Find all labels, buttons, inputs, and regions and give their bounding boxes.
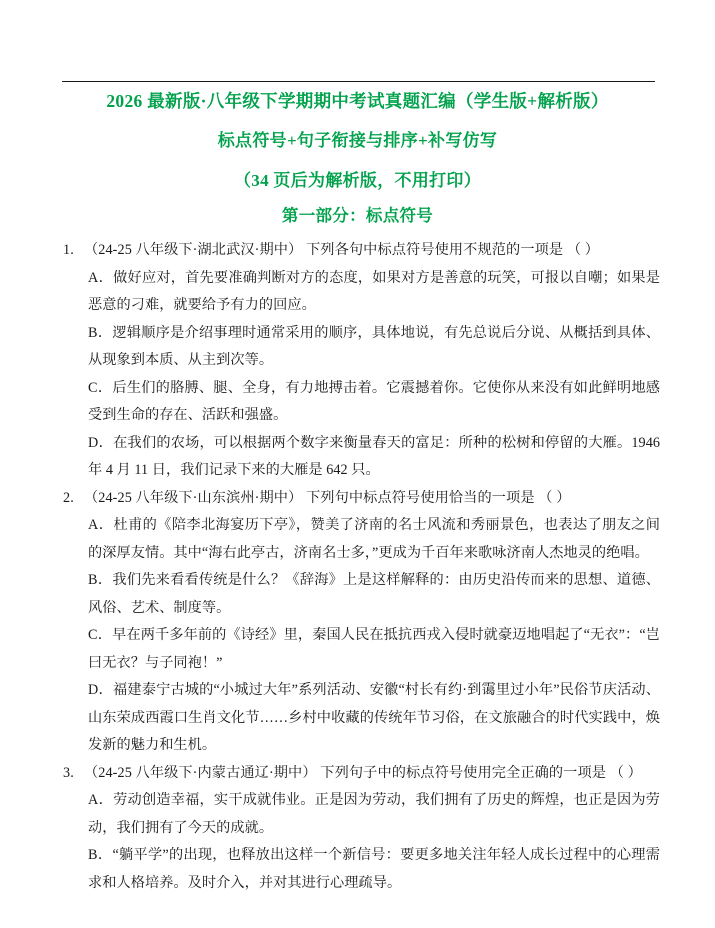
questions-container	[60, 237, 660, 897]
question-1-option-c[interactable]	[60, 375, 660, 430]
question-1-option-c-text: 后生们的胳膊、腿、全身，有力地搏击着。它震撼着你。它使你从来没有如此鲜明地感受到生命的存在、活跃和强盛。	[88, 379, 660, 423]
question-2-stem	[60, 485, 660, 513]
question-1-option-a-label: A．	[88, 269, 114, 286]
question-1-option-d-text: 在我们的农场，可以根据两个数字来衡量春天的富足：所种的松树和停留的大雁。1946 年 4 月 11 日，我们记录下来的大雁是 642 只。	[88, 434, 660, 478]
question-3-prompt: 下列句子中的标点符号使用完全正确的一项是	[320, 764, 607, 781]
question-2-option-c[interactable]	[60, 622, 660, 677]
question-1-prompt: 下列各句中标点符号使用不规范的一项是	[306, 242, 564, 258]
question-1-source: （24-25 八年级下·湖北武汉·期中）	[84, 242, 303, 258]
question-3-option-a-label: A．	[88, 792, 114, 808]
question-3-answer-blank[interactable]: （ ）	[609, 764, 642, 781]
question-1-option-a-text: 做好应对，首先要准确判断对方的态度，如果对方是善意的玩笑，可报以自嘲；如果是恶意的刁难，就要给予有力的回应。	[88, 269, 660, 313]
question-3-option-a[interactable]	[60, 787, 660, 842]
question-3-stem	[60, 760, 660, 788]
question-2-answer-blank[interactable]: （ ）	[538, 489, 571, 506]
question-2-option-c-text: 早在两千多年前的《诗经》里，秦国人民在抵抗西戎入侵时就豪迈地唱起了“无衣”：“岂曰无衣？与子同袍！”	[88, 627, 660, 671]
question-3-option-b-text: “躺平学”的出现，也释放出这样一个新信号：要更多地关注年轻人成长过程中的心理需求和人格培养。及时介入，并对其进行心理疏导。	[88, 847, 660, 891]
question-2-prompt: 下列句中标点符号使用恰当的一项是	[306, 489, 535, 506]
document-title-line-3: （34 页后为解析版，不用打印）	[233, 171, 482, 190]
question-1	[60, 237, 660, 485]
question-3-source: （24-25 八年级下·内蒙古通辽·期中）	[84, 764, 317, 781]
question-3	[60, 760, 660, 898]
question-2-option-b-text: 我们先来看看传统是什么？《辞海》上是这样解释的：由历史沿传而来的思想、道德、风俗、艺术、制度等。	[88, 572, 660, 616]
question-2-option-c-label: C．	[88, 627, 113, 643]
question-2-option-d[interactable]	[60, 677, 660, 760]
document-title-line-1: 2026 最新版·八年级下学期期中考试真题汇编（学生版+解析版）	[106, 91, 609, 111]
question-1-option-d[interactable]	[60, 430, 660, 485]
question-1-option-b[interactable]	[60, 320, 660, 375]
question-3-option-b[interactable]	[60, 842, 660, 897]
question-2-option-a-label: A．	[88, 517, 114, 533]
question-2-option-d-label: D．	[88, 682, 114, 698]
question-1-option-b-text: 逻辑顺序是介绍事理时通常采用的顺序，具体地说，有先总说后分说、从概括到具体、从现象到本质、从主到次等。	[88, 324, 660, 368]
document-title-line-2: 标点符号+句子衔接与排序+补写仿写	[217, 131, 498, 150]
question-2-option-a-text: 杜甫的《陪李北海宴历下亭》，赞美了济南的名士风流和秀丽景色，也表达了朋友之间的深厚友情。其中“海右此亭古，济南名士多，”更成为千百年来歌咏济南人杰地灵的绝唱。	[88, 517, 660, 561]
section-heading: 第一部分：标点符号	[281, 206, 434, 225]
question-2-option-d-text: 福建泰宁古城的“小城过大年”系列活动、安徽“村长有约·到霭里过小年”民俗节庆活动、山东荣成西霞口生肖文化节……乡村中收藏的传统年节习俗，在文旅融合的时代实践中，焕发新的魅力和生机。	[88, 682, 660, 753]
question-1-number: 1.	[63, 242, 74, 258]
document-title-block	[60, 86, 655, 196]
question-1-option-d-label: D．	[88, 434, 114, 451]
question-2-source: （24-25 八年级下·山东滨州·期中）	[84, 489, 303, 506]
question-3-option-b-label: B．	[88, 847, 113, 863]
question-3-number: 3.	[63, 764, 74, 781]
question-2-option-b-label: B．	[88, 572, 113, 588]
question-1-answer-blank[interactable]: （ ）	[566, 242, 600, 258]
question-2-option-b[interactable]	[60, 567, 660, 622]
question-2	[60, 485, 660, 760]
question-2-option-a[interactable]	[60, 512, 660, 567]
question-3-option-a-text: 劳动创造幸福，实干成就伟业。正是因为劳动，我们拥有了历史的辉煌，也正是因为劳动，我们拥有了今天的成就。	[88, 792, 660, 836]
question-1-option-b-label: B．	[88, 324, 113, 341]
question-1-option-c-label: C．	[88, 379, 113, 396]
header-divider	[62, 81, 655, 82]
question-1-stem	[60, 237, 660, 265]
question-2-number: 2.	[63, 489, 74, 506]
question-1-option-a[interactable]	[60, 265, 660, 320]
